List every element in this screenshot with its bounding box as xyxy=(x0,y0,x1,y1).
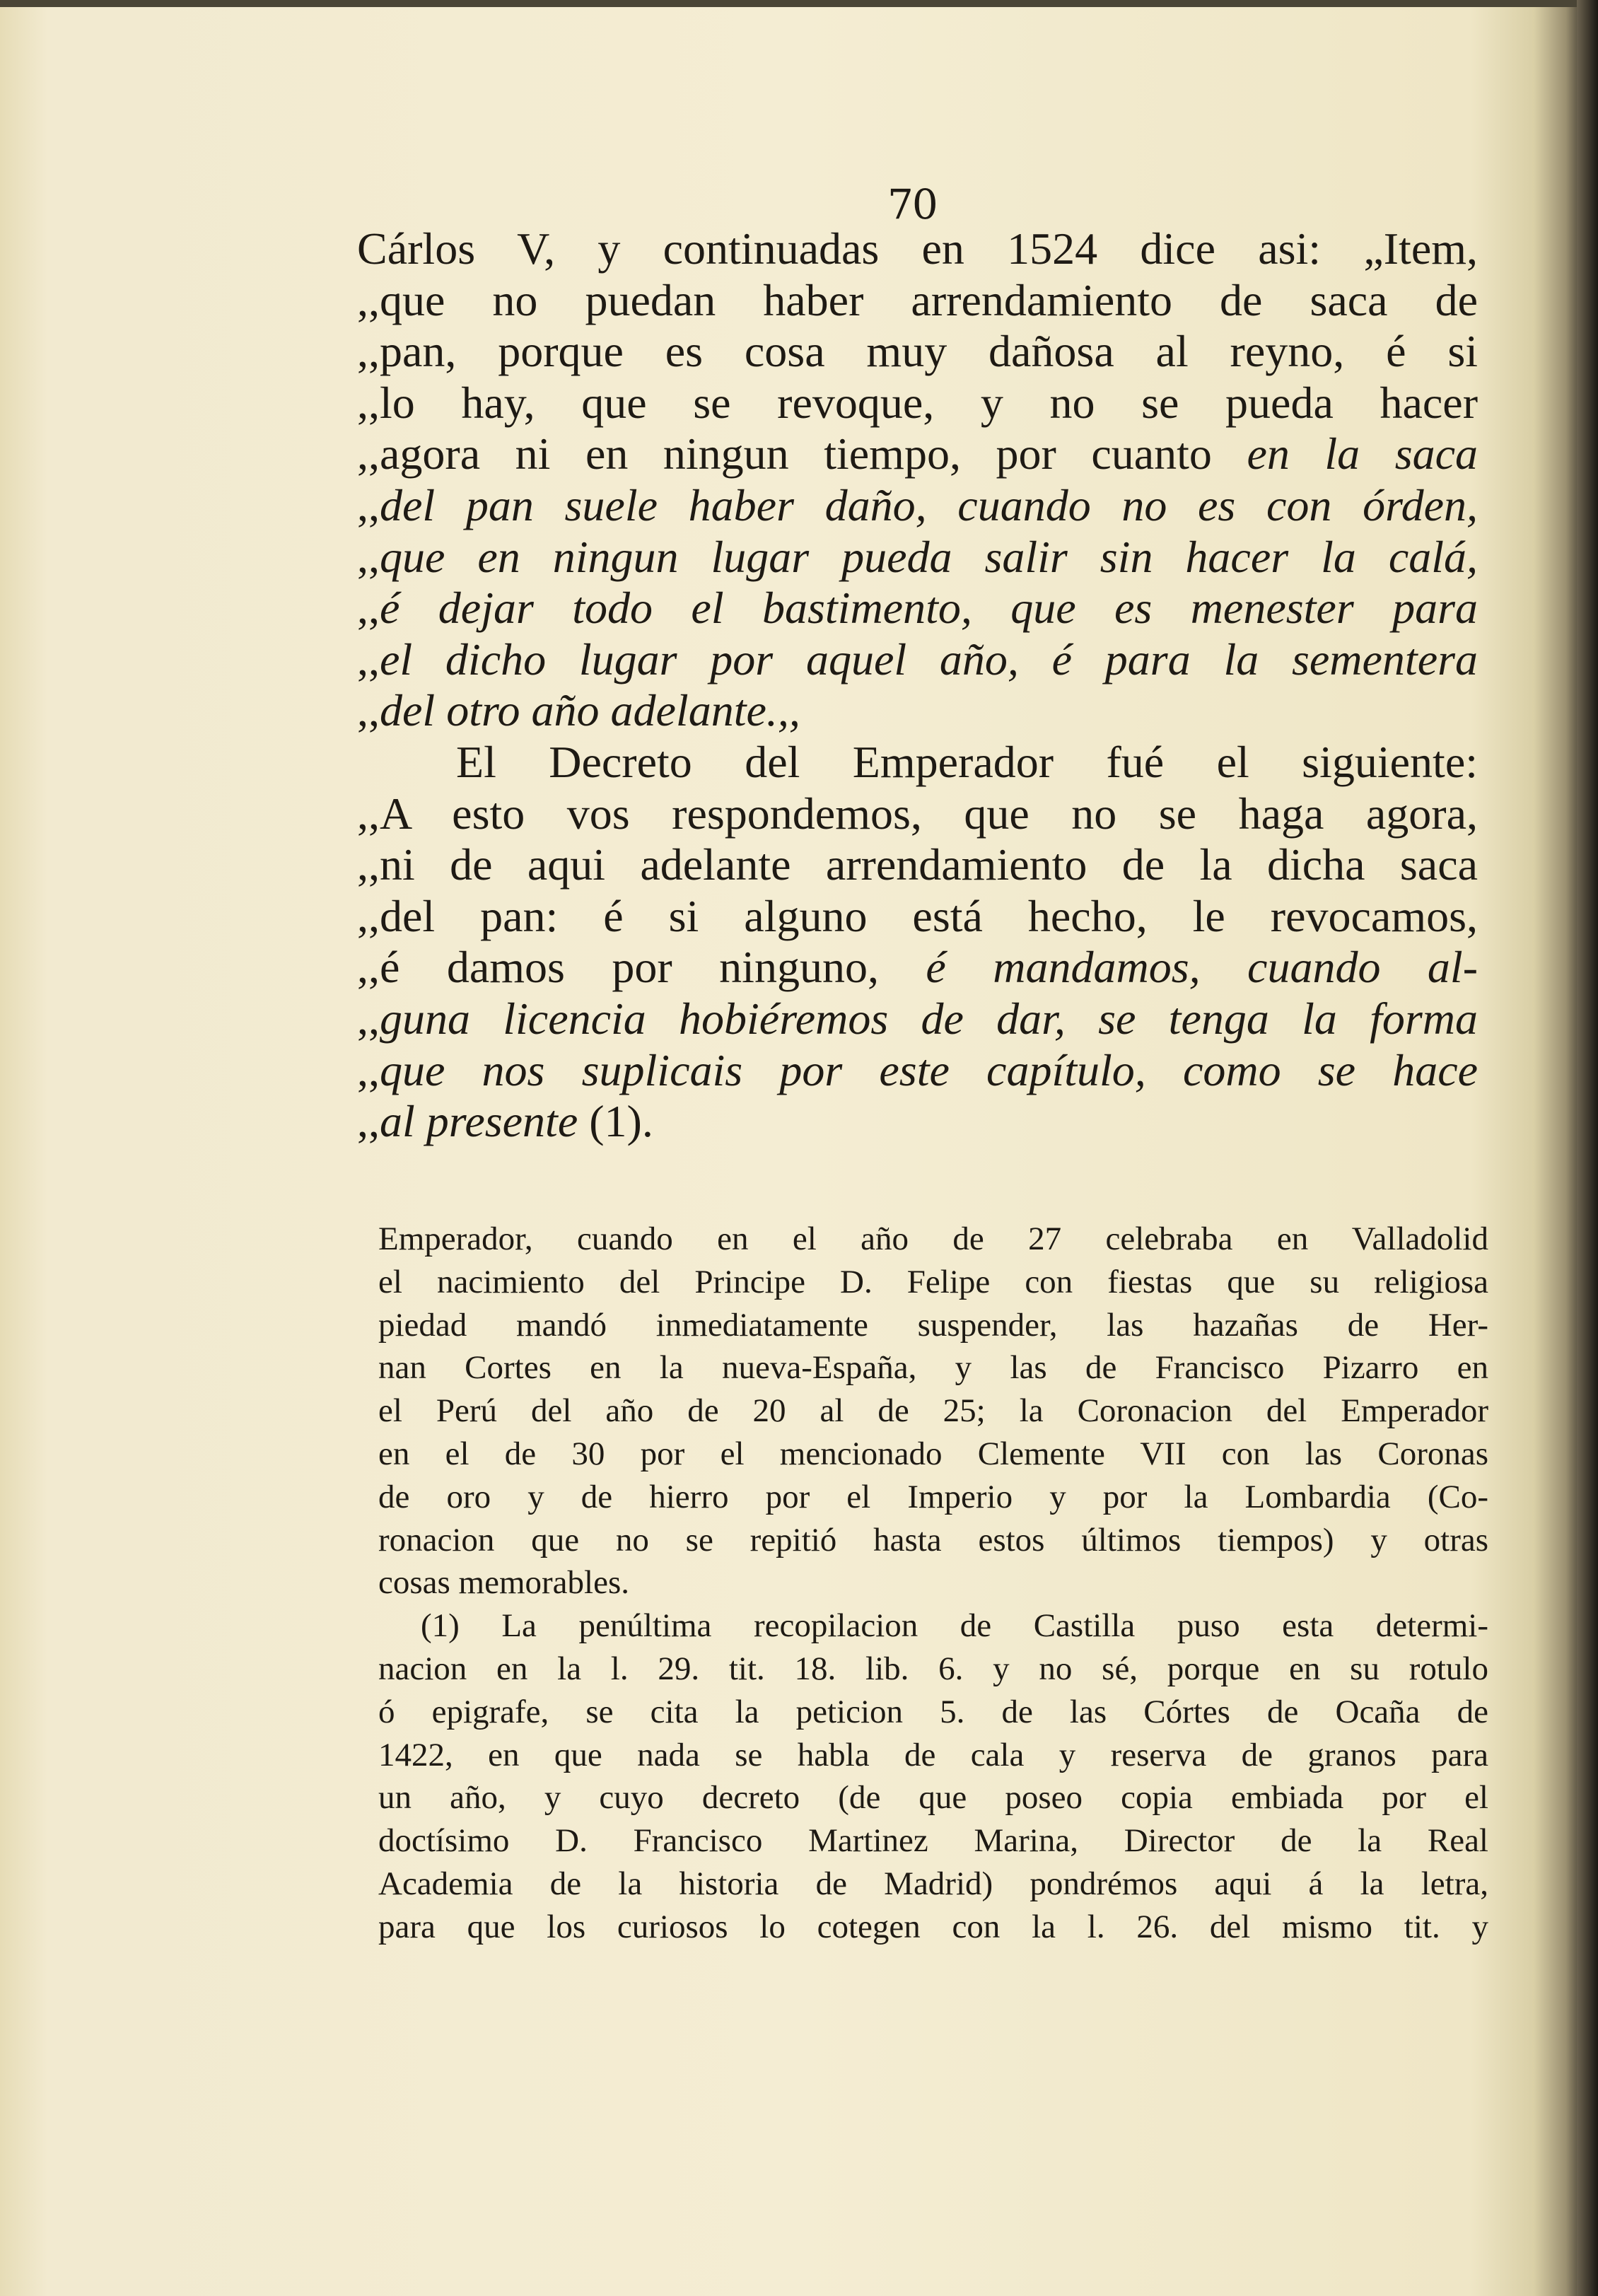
footnote-line: 1422, en que nada se habla de cala y reserva de granos para xyxy=(378,1736,1488,1773)
text-segment: ,,A esto vos respondemos, que no se haga agora, xyxy=(357,788,1478,839)
main-text-line xyxy=(357,788,1478,840)
footnote-line: el nacimiento del Principe D. Felipe con fiestas que su religiosa xyxy=(378,1263,1488,1300)
footnote-line: de oro y de hierro por el Imperio y por la Lombardia (Co- xyxy=(378,1478,1488,1515)
footnote-line: ronacion que no se repitió hasta estos últimos tiempos) y otras xyxy=(378,1521,1488,1558)
footnote-line: nan Cortes en la nueva-España, y las de Francisco Pizarro en xyxy=(378,1349,1488,1387)
text-segment: ,,agora ni en ningun tiempo, por cuanto xyxy=(357,429,1247,479)
footnote-line: en el de 30 por el mencionado Clemente VII con las Coronas xyxy=(378,1435,1488,1472)
text-segment: Cárlos V, y continuadas en 1524 dice asi: „Item, xyxy=(357,223,1478,274)
text-segment: ,, xyxy=(357,634,380,684)
italic-text-segment: é mandamos, cuando al- xyxy=(926,942,1479,993)
footnote-line: Emperador, cuando en el año de 27 celebraba en Valladolid xyxy=(378,1220,1488,1257)
page-top-edge xyxy=(0,0,1598,7)
footnote-line: piedad mandó inmediatamente suspender, las hazañas de Her- xyxy=(378,1306,1488,1344)
text-segment: ,,pan, porque es cosa muy dañosa al reyno, é si xyxy=(357,326,1478,377)
italic-text-segment: del otro año adelante.,, xyxy=(380,685,800,736)
footnote-line: un año, y cuyo decreto (de que poseo copia embiada por el xyxy=(378,1779,1488,1817)
italic-text-segment: guna licencia hobiéremos de dar, se tenga la forma xyxy=(380,993,1478,1044)
italic-text-segment: que nos suplicais por este capítulo, como se hace xyxy=(380,1044,1478,1095)
text-segment: ,, xyxy=(357,685,380,736)
footnote-line: Academia de la historia de Madrid) pondrémos aqui á la letra, xyxy=(378,1865,1488,1902)
footnote-line: ó epigrafe, se cita la peticion 5. de las Córtes de Ocaña de xyxy=(378,1693,1488,1730)
text-segment: ,, xyxy=(357,479,380,530)
main-text-line xyxy=(357,1096,1478,1148)
text-segment: ,,lo hay, que se revoque, y no se pueda hacer xyxy=(357,377,1478,428)
text-segment: ,, xyxy=(357,583,380,634)
main-text-line xyxy=(357,685,1478,737)
main-text-line xyxy=(357,634,1478,686)
italic-text-segment: é dejar todo el bastimento, que es menester para xyxy=(380,583,1478,634)
main-text-block xyxy=(357,223,1478,1148)
main-text-line xyxy=(357,1045,1478,1097)
main-text-line xyxy=(357,942,1478,993)
text-segment: ,, xyxy=(357,993,380,1044)
footnotes-block xyxy=(378,1218,1488,1949)
italic-text-segment: que en ningun lugar pueda salir sin hacer la calá, xyxy=(380,531,1478,582)
text-segment: ,,ni de aqui adelante arrendamiento de la dicha saca xyxy=(357,839,1478,890)
italic-text-segment: al presente xyxy=(380,1096,578,1147)
italic-text-segment: del pan suele haber daño, cuando no es con órden, xyxy=(380,479,1478,530)
footnote-line: nacion en la l. 29. tit. 18. lib. 6. y no sé, porque en su rotulo xyxy=(378,1650,1488,1687)
italic-text-segment: en la saca xyxy=(1247,429,1479,479)
main-text-line xyxy=(357,993,1478,1045)
main-text-line xyxy=(357,378,1478,429)
main-text-line xyxy=(357,839,1478,891)
text-segment: ,,del pan: é si alguno está hecho, le revocamos, xyxy=(357,890,1478,941)
main-text-line xyxy=(357,275,1478,327)
text-segment: El Decreto del Emperador fué el siguiente: xyxy=(456,736,1478,787)
main-text-line xyxy=(357,326,1478,378)
main-text-line xyxy=(357,223,1478,275)
footnote-line: doctísimo D. Francisco Martinez Marina, Director de la Real xyxy=(378,1822,1488,1860)
text-segment: ,, xyxy=(357,531,380,582)
main-text-line xyxy=(357,429,1478,480)
footnote-line: cosas memorables. xyxy=(378,1564,630,1602)
text-segment: ,, xyxy=(357,1096,380,1147)
italic-text-segment: el dicho lugar por aquel año, é para la sementera xyxy=(380,634,1478,684)
main-text-line xyxy=(357,891,1478,943)
main-text-line xyxy=(357,532,1478,583)
text-segment: (1). xyxy=(578,1096,653,1147)
text-segment: ,, xyxy=(357,1044,380,1095)
binding-shadow xyxy=(1577,0,1598,2296)
text-segment: ,,é damos por ninguno, xyxy=(357,942,926,993)
main-text-line xyxy=(357,737,1478,788)
footnote-line: (1) La penúltima recopilacion de Castilla puso esta determi- xyxy=(421,1607,1488,1645)
text-segment: ,,que no puedan haber arrendamiento de saca de xyxy=(357,274,1478,325)
main-text-line xyxy=(357,480,1478,532)
footnote-line: el Perú del año de 20 al de 25; la Coronacion del Emperador xyxy=(378,1392,1488,1430)
main-text-line xyxy=(357,583,1478,634)
page-number: 70 xyxy=(887,180,937,228)
footnote-line: para que los curiosos lo cotegen con la l. 26. del mismo tit. y xyxy=(378,1908,1488,1945)
